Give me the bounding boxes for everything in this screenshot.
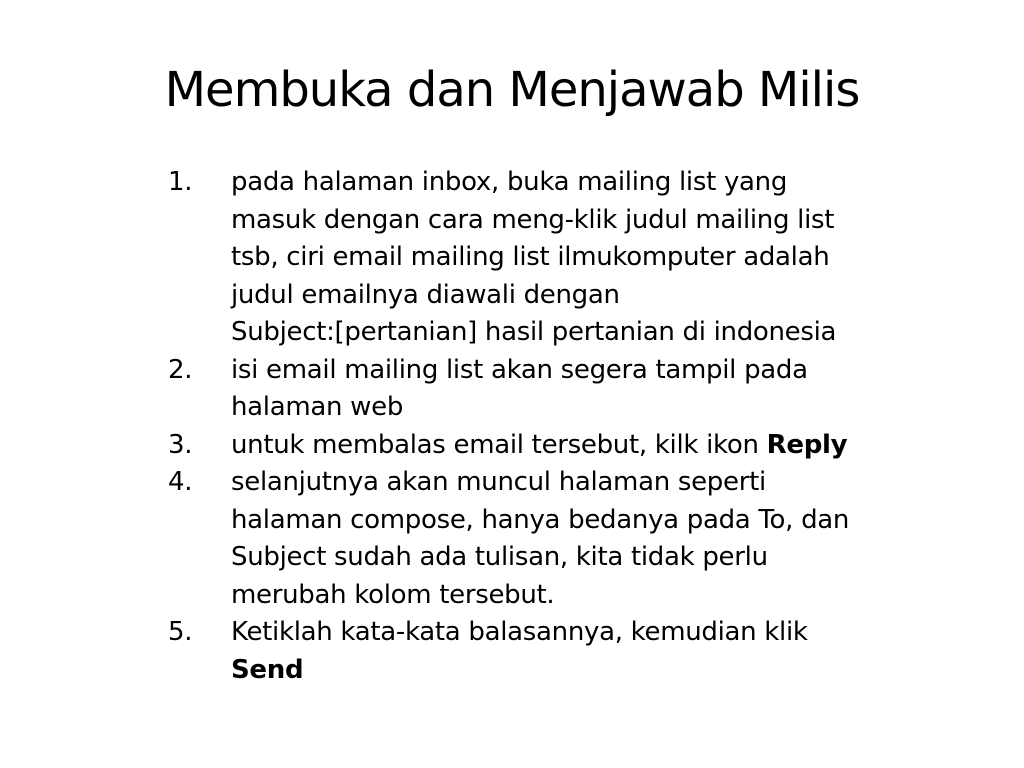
text-line: isi email mailing list akan segera tampil pada: [231, 354, 808, 385]
text-line: merubah kolom tersebut.: [231, 579, 555, 610]
list-item: [168, 352, 1004, 427]
list-item: [168, 614, 1004, 689]
text-line: selanjutnya akan muncul halaman seperti: [231, 467, 766, 497]
text-line: judul emailnya diawali dengan: [231, 279, 620, 310]
list-item-text: [231, 164, 1004, 352]
text-line: tsb, ciri email mailing list ilmukomputer adalah: [231, 242, 830, 272]
list-item-text: [231, 614, 1004, 689]
text-line: Ketiklah kata-kata balasannya, kemudian klik: [231, 617, 808, 647]
list-item: [168, 464, 1004, 614]
text-line: Subject:[pertanian] hasil pertanian di indonesia: [231, 317, 837, 347]
text-segment: untuk membalas email tersebut, kilk ikon: [231, 429, 767, 460]
list-item-number: 5.: [168, 617, 193, 647]
slide-title: Membuka dan Menjawab Milis: [164, 62, 860, 118]
text-line: halaman web: [231, 392, 404, 422]
text-line: halaman compose, hanya bedanya pada To, dan: [231, 504, 850, 535]
send-keyword: Send: [231, 654, 304, 685]
list-item-number: 1.: [168, 167, 193, 197]
list-item-text: [231, 464, 1004, 614]
text-line: pada halaman inbox, buka mailing list yang: [231, 167, 788, 197]
list-item-text: [231, 352, 1004, 427]
numbered-list: [168, 164, 1004, 689]
text-line: Subject sudah ada tulisan, kita tidak perlu: [231, 542, 768, 572]
list-item-number: 2.: [168, 354, 193, 385]
text-line: masuk dengan cara meng-klik judul mailing list: [231, 204, 835, 235]
list-item-number: 4.: [168, 467, 193, 497]
list-item: [168, 427, 1004, 465]
reply-keyword: Reply: [766, 429, 848, 460]
list-item-number: 3.: [168, 429, 193, 460]
list-item-text: [231, 427, 1004, 465]
list-item: [168, 164, 1004, 352]
